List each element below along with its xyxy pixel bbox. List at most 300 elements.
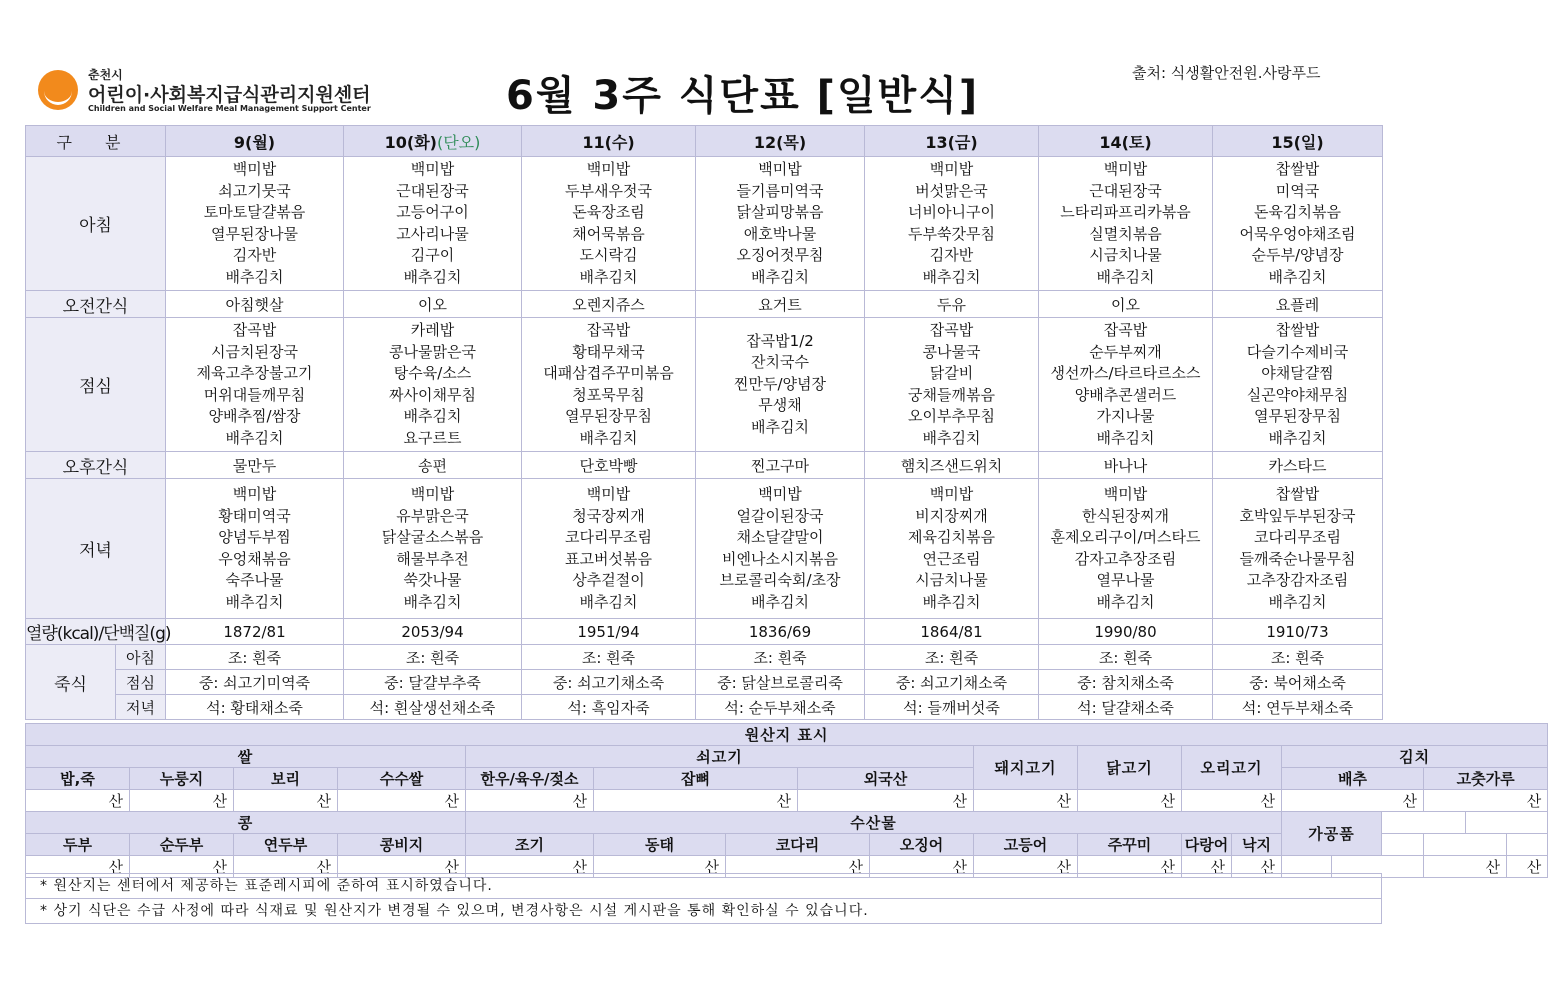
- dinner-cell: [522, 479, 696, 619]
- notes: [25, 873, 1382, 924]
- change-note: * 상기 식단은 수급 사정에 따라 식재료 및 원산지가 변경될 수 있으며, 변경사항은 시설 게시판을 통해 확인하실 수 있습니다.: [25, 899, 1382, 924]
- center-logo: [38, 66, 378, 118]
- origin-table: [25, 723, 1548, 878]
- am-snack-label: 오전간식: [26, 291, 166, 318]
- dish-item: 백미밥: [758, 485, 802, 503]
- beef-item: 한우/육우/젖소: [466, 768, 594, 790]
- pm-snack-cell: 단호박빵: [522, 452, 696, 479]
- breakfast-label: 아침: [26, 157, 166, 291]
- dish-item: 양배추콘샐러드: [1074, 385, 1177, 404]
- dish-item: 배추김치: [1268, 267, 1327, 286]
- dish-item: 오징어젓무침: [736, 246, 824, 264]
- dish-item: 비지장찌개: [915, 506, 988, 525]
- bean-item: 두부: [26, 834, 130, 856]
- dish-item: 황태무채국: [572, 342, 645, 361]
- dish-item: 고등어구이: [396, 203, 469, 221]
- origin-value: 산: [1282, 790, 1424, 812]
- am-snack-row: [26, 291, 1383, 318]
- dinner-cell: [1039, 479, 1213, 619]
- dish-item: 고사리나물: [396, 224, 469, 243]
- dish-item: 근대된장국: [1089, 181, 1162, 200]
- page-title: 6월 3주 식단표 [일반식]: [506, 73, 980, 119]
- logo-name: 어린이·사회복지급식관리지원센터: [88, 84, 371, 106]
- seafood-item: 주꾸미: [1078, 834, 1182, 856]
- dish-item: 한식된장찌개: [1082, 506, 1169, 525]
- dinner-row: [26, 479, 1383, 619]
- origin-note: * 원산지는 센터에서 제공하는 표준레시피에 준하여 표시하였습니다.: [25, 873, 1382, 899]
- dish-item: 닭갈비: [929, 364, 974, 382]
- dish-item: 배추김치: [1268, 592, 1327, 611]
- dish-item: 느타리파프리카볶음: [1060, 203, 1191, 221]
- porridge-cell: 조: 흰죽: [865, 645, 1039, 670]
- porridge-cell: 조: 흰죽: [522, 645, 696, 670]
- dish-item: 비엔나소시지볶음: [722, 549, 838, 568]
- am-snack-cell: 두유: [865, 291, 1039, 318]
- dish-item: 쇠고기뭇국: [218, 181, 291, 200]
- day-label: 13(금): [925, 132, 978, 152]
- dinner-cell: [865, 479, 1039, 619]
- dish-item: 순두부찌개: [1089, 342, 1162, 361]
- holiday-label: (단오): [436, 132, 481, 152]
- dish-item: 코다리무조림: [565, 528, 652, 546]
- day-label: 9(월): [233, 132, 276, 152]
- origin-value: 산: [1182, 856, 1232, 878]
- dish-item: 우엉채볶음: [218, 549, 291, 568]
- dish-item: 배추김치: [1096, 592, 1155, 611]
- dish-item: 잡곡밥: [929, 321, 974, 339]
- origin-value: 산: [1078, 790, 1182, 812]
- origin-value: 산: [234, 790, 338, 812]
- dish-item: 가지나물: [1096, 407, 1155, 425]
- dish-item: 요구르트: [403, 428, 462, 447]
- duck-label: 오리고기: [1182, 746, 1282, 790]
- dish-item: 배추김치: [579, 592, 638, 611]
- dish-item: 배추김치: [922, 592, 981, 611]
- dinner-label: 저녁: [26, 479, 166, 619]
- source-credit: 출처: 식생활안전원.사랑푸드: [1132, 64, 1321, 82]
- dish-item: 양배추찜/쌈장: [208, 407, 301, 425]
- origin-category-row: [26, 746, 1548, 768]
- page-header: [0, 0, 1403, 124]
- breakfast-cell: [1213, 157, 1383, 291]
- dish-item: 배추김치: [225, 267, 284, 286]
- dish-item: 백미밥: [232, 160, 277, 178]
- day-label: 10(화): [384, 132, 437, 152]
- pm-snack-row: [26, 452, 1383, 479]
- porridge-cell: 조: 흰죽: [1039, 645, 1213, 670]
- porridge-row: [26, 645, 1383, 670]
- origin-value: 산: [870, 856, 974, 878]
- dish-item: 감자고추장조림: [1074, 549, 1177, 568]
- origin-value: 산: [130, 856, 234, 878]
- dish-item: 닭살굴소스볶음: [381, 528, 484, 546]
- dish-item: 미역국: [1275, 181, 1320, 200]
- dish-item: 제육고추장불고기: [196, 364, 313, 382]
- day-header: [865, 126, 1039, 157]
- dish-item: 황태미역국: [218, 506, 291, 525]
- breakfast-cell: [865, 157, 1039, 291]
- dish-item: 청포묵무침: [572, 385, 645, 404]
- rice-item: 밥,죽: [26, 768, 130, 790]
- dish-item: 제육김치볶음: [908, 528, 995, 546]
- seafood-item: 다랑어: [1182, 834, 1232, 856]
- seafood-label: 수산물: [466, 812, 1282, 834]
- lunch-cell: [696, 318, 865, 452]
- origin-value: 산: [466, 856, 594, 878]
- dish-item: 시금치된장국: [211, 342, 298, 361]
- day-header: [1213, 126, 1383, 157]
- day-header: [696, 126, 865, 157]
- breakfast-cell: [522, 157, 696, 291]
- pork-label: 돼지고기: [974, 746, 1078, 790]
- porridge-cell: 석: 연두부채소죽: [1213, 695, 1383, 720]
- dish-item: 근대된장국: [396, 181, 469, 200]
- kimchi-label: 김치: [1282, 746, 1548, 768]
- dish-item: 실곤약야채무침: [1246, 385, 1349, 404]
- day-header: [344, 126, 522, 157]
- lunch-row: [26, 318, 1383, 452]
- pm-snack-cell: 찐고구마: [696, 452, 865, 479]
- seafood-item: 동태: [594, 834, 726, 856]
- breakfast-cell: [344, 157, 522, 291]
- origin-value: 산: [26, 790, 130, 812]
- seafood-item: 조기: [466, 834, 594, 856]
- pm-snack-cell: 카스타드: [1213, 452, 1383, 479]
- dish-item: 야채달걀찜: [1261, 364, 1334, 382]
- dish-item: 열무된장무침: [565, 407, 652, 425]
- blank-cell: [1382, 812, 1466, 834]
- kimchi-item: 배추: [1282, 768, 1424, 790]
- dish-item: 두부새우젓국: [565, 181, 652, 200]
- calorie-row: [26, 619, 1383, 645]
- origin-value: 산: [466, 790, 594, 812]
- day-label: 15(일): [1271, 132, 1324, 152]
- dish-item: 배추김치: [579, 267, 638, 286]
- origin-value: 산: [1078, 856, 1182, 878]
- am-snack-cell: 이오: [1039, 291, 1213, 318]
- dish-item: 오이부추무침: [908, 407, 995, 425]
- dish-item: 배추김치: [403, 592, 462, 611]
- dish-item: 어묵우엉야채조림: [1239, 224, 1356, 243]
- porridge-cell: 석: 흰살생선채소죽: [344, 695, 522, 720]
- porridge-cell: 조: 흰죽: [166, 645, 344, 670]
- smile-logo-icon: [38, 70, 78, 110]
- dish-item: 배추김치: [751, 592, 809, 611]
- calorie-cell: 1836/69: [696, 619, 865, 645]
- corner-label: 구 분: [26, 126, 166, 157]
- seafood-item: 오징어: [870, 834, 974, 856]
- dish-item: 청국장찌개: [572, 506, 645, 525]
- dish-item: 배추김치: [1268, 428, 1327, 447]
- dish-item: 백미밥: [410, 160, 455, 178]
- porridge-row: [26, 670, 1383, 695]
- origin-value: 산: [1424, 790, 1548, 812]
- porridge-cell: 조: 흰죽: [1213, 645, 1383, 670]
- calorie-cell: 1951/94: [522, 619, 696, 645]
- lunch-cell: [1213, 318, 1383, 452]
- dish-item: 너비아니구이: [908, 203, 995, 221]
- am-snack-cell: 오렌지쥬스: [522, 291, 696, 318]
- logo-city: 춘천시: [88, 68, 123, 82]
- dish-item: 백미밥: [586, 485, 631, 503]
- dish-item: 잡곡밥1/2: [746, 331, 814, 350]
- pm-snack-label: 오후간식: [26, 452, 166, 479]
- dish-item: 백미밥: [586, 160, 631, 178]
- dish-item: 채어묵볶음: [572, 224, 645, 243]
- dish-item: 머위대들깨무침: [203, 385, 306, 404]
- dish-item: 백미밥: [929, 160, 974, 178]
- calorie-cell: 1872/81: [166, 619, 344, 645]
- rice-item: 보리: [234, 768, 338, 790]
- day-header: [166, 126, 344, 157]
- lunch-cell: [166, 318, 344, 452]
- dish-item: 배추김치: [1096, 428, 1155, 447]
- dish-item: 얼갈이된장국: [736, 506, 824, 525]
- beef-item: 잡뼈: [594, 768, 798, 790]
- dish-item: 표고버섯볶음: [565, 549, 652, 568]
- day-label: 14(토): [1099, 132, 1152, 152]
- dish-item: 잡곡밥: [232, 321, 277, 339]
- lunch-cell: [1039, 318, 1213, 452]
- origin-value: 산: [594, 856, 726, 878]
- dish-item: 들깨죽순나물무침: [1239, 549, 1356, 568]
- porridge-meal-label: 저녁: [116, 695, 166, 720]
- dish-item: 백미밥: [758, 160, 802, 178]
- dish-item: 찐만두/양념장: [734, 374, 826, 393]
- am-snack-cell: 요거트: [696, 291, 865, 318]
- dinner-cell: [166, 479, 344, 619]
- dish-item: 브로콜리숙회/초장: [719, 571, 841, 589]
- dish-item: 토마토달걀볶음: [203, 203, 306, 221]
- dish-item: 배추김치: [225, 428, 284, 447]
- day-header: [522, 126, 696, 157]
- dish-item: 도시락김: [579, 246, 638, 264]
- dish-item: 배추김치: [403, 407, 462, 425]
- dish-item: 상추겉절이: [572, 571, 645, 589]
- porridge-meal-label: 아침: [116, 645, 166, 670]
- chicken-label: 닭고기: [1078, 746, 1182, 790]
- dish-item: 돈육장조림: [572, 203, 645, 221]
- origin-value: 산: [1182, 790, 1282, 812]
- porridge-cell: 중: 닭살브로콜리죽: [696, 670, 865, 695]
- dish-item: 유부맑은국: [396, 506, 469, 525]
- origin-subcategory-row: [26, 768, 1548, 790]
- origin-value: 산: [974, 790, 1078, 812]
- dish-item: 탕수육/소스: [393, 364, 472, 382]
- origin-value: 산: [130, 790, 234, 812]
- dish-item: 애호박나물: [743, 224, 817, 243]
- dish-item: 찹쌀밥: [1275, 160, 1320, 178]
- breakfast-cell: [166, 157, 344, 291]
- origin-value: 산: [338, 856, 466, 878]
- porridge-cell: 중: 달걀부추죽: [344, 670, 522, 695]
- dish-item: 배추김치: [1096, 267, 1155, 286]
- blank-cell: [1382, 834, 1424, 856]
- rice-label: 쌀: [26, 746, 466, 768]
- porridge-cell: 중: 참치채소죽: [1039, 670, 1213, 695]
- seafood-item: 코다리: [726, 834, 870, 856]
- porridge-cell: 조: 흰죽: [344, 645, 522, 670]
- dish-item: 고추장감자조림: [1246, 571, 1349, 589]
- origin-values-row: [26, 790, 1548, 812]
- dish-item: 배추김치: [403, 267, 462, 286]
- dish-item: 채소달걀말이: [736, 528, 824, 546]
- origin-value: 산: [726, 856, 870, 878]
- dish-item: 짜사이채무침: [389, 385, 476, 404]
- dish-item: 김자반: [929, 246, 974, 264]
- calorie-cell: 1990/80: [1039, 619, 1213, 645]
- porridge-label: 죽식: [26, 645, 116, 720]
- dish-item: 훈제오리구이/머스타드: [1050, 528, 1201, 546]
- blank-cell: [1466, 812, 1548, 834]
- calorie-label: 열량(kcal)/단백질(g): [26, 619, 166, 645]
- pm-snack-cell: 송편: [344, 452, 522, 479]
- bean-item: 순두부: [130, 834, 234, 856]
- seafood-item: 낙지: [1232, 834, 1282, 856]
- am-snack-cell: 아침햇살: [166, 291, 344, 318]
- dish-item: 대패삼겹주꾸미볶음: [543, 364, 674, 382]
- origin-category-row-2: [26, 812, 1548, 834]
- bean-item: 콩비지: [338, 834, 466, 856]
- dish-item: 백미밥: [1103, 485, 1148, 503]
- dish-item: 호박잎두부된장국: [1239, 506, 1356, 525]
- origin-title: 원산지 표시: [26, 724, 1548, 746]
- lunch-label: 점심: [26, 318, 166, 452]
- dish-item: 쑥갓나물: [403, 571, 462, 589]
- lunch-cell: [522, 318, 696, 452]
- dish-item: 코다리무조림: [1254, 528, 1341, 546]
- pm-snack-cell: 바나나: [1039, 452, 1213, 479]
- dish-item: 생선까스/타르타르소스: [1050, 364, 1201, 382]
- porridge-cell: 석: 황태채소죽: [166, 695, 344, 720]
- day-label: 12(목): [753, 132, 807, 152]
- dish-item: 배추김치: [225, 592, 284, 611]
- rice-item: 수수쌀: [338, 768, 466, 790]
- dish-item: 찹쌀밥: [1275, 321, 1320, 339]
- dish-item: 다슬기수제비국: [1246, 342, 1349, 361]
- day-header: [1039, 126, 1213, 157]
- origin-value: 산: [1232, 856, 1282, 878]
- processed-label: 가공품: [1282, 812, 1382, 856]
- dish-item: 배추김치: [922, 428, 981, 447]
- dish-item: 열무된장무침: [1254, 407, 1341, 425]
- porridge-cell: 석: 달걀채소죽: [1039, 695, 1213, 720]
- dish-item: 백미밥: [929, 485, 974, 503]
- dish-item: 버섯맑은국: [915, 181, 988, 200]
- porridge-row: [26, 695, 1383, 720]
- dish-item: 잡곡밥: [1103, 321, 1148, 339]
- porridge-meal-label: 점심: [116, 670, 166, 695]
- porridge-cell: 석: 순두부채소죽: [696, 695, 865, 720]
- am-snack-cell: 이오: [344, 291, 522, 318]
- am-snack-cell: 요플레: [1213, 291, 1383, 318]
- dish-item: 잡곡밥: [586, 321, 631, 339]
- dish-item: 들기름미역국: [736, 181, 824, 200]
- origin-title-row: [26, 724, 1548, 746]
- dish-item: 시금치나물: [915, 571, 988, 589]
- dinner-cell: [1213, 479, 1383, 619]
- porridge-cell: 중: 쇠고기미역죽: [166, 670, 344, 695]
- dish-item: 궁채들깨볶음: [908, 385, 995, 404]
- calorie-cell: 1864/81: [865, 619, 1039, 645]
- dish-item: 배추김치: [579, 428, 638, 447]
- dinner-cell: [344, 479, 522, 619]
- dish-item: 백미밥: [1103, 160, 1148, 178]
- breakfast-cell: [696, 157, 865, 291]
- blank-cell: [1507, 834, 1548, 856]
- dish-item: 배추김치: [751, 417, 809, 436]
- kimchi-item: 고춧가루: [1424, 768, 1548, 790]
- breakfast-row: [26, 157, 1383, 291]
- dish-item: 찹쌀밥: [1275, 485, 1320, 503]
- beef-label: 쇠고기: [466, 746, 974, 768]
- blank-cell: [1424, 834, 1507, 856]
- pm-snack-cell: 햄치즈샌드위치: [865, 452, 1039, 479]
- dish-item: 순두부/양념장: [1251, 246, 1344, 264]
- porridge-cell: 중: 쇠고기채소죽: [522, 670, 696, 695]
- lunch-cell: [865, 318, 1039, 452]
- dish-item: 잔치국수: [751, 353, 809, 372]
- menu-table: [25, 125, 1383, 720]
- dish-item: 무생채: [758, 396, 802, 415]
- origin-value: 산: [338, 790, 466, 812]
- dish-item: 해물부추전: [396, 549, 469, 568]
- origin-value: 산: [1424, 856, 1507, 878]
- dish-item: 배추김치: [922, 267, 981, 286]
- dinner-cell: [696, 479, 865, 619]
- dish-item: 카레밥: [410, 321, 455, 339]
- bean-item: 연두부: [234, 834, 338, 856]
- seafood-item: 고등어: [974, 834, 1078, 856]
- dish-item: 실멸치볶음: [1089, 224, 1162, 243]
- dish-item: 백미밥: [232, 485, 277, 503]
- origin-value: 산: [974, 856, 1078, 878]
- logo-english-name: Children and Social Welfare Meal Management Support Center: [88, 104, 371, 113]
- beef-item: 외국산: [798, 768, 974, 790]
- dish-item: 닭살피망볶음: [736, 203, 824, 221]
- porridge-cell: 석: 들깨버섯죽: [865, 695, 1039, 720]
- breakfast-cell: [1039, 157, 1213, 291]
- dish-item: 돈육김치볶음: [1254, 203, 1341, 221]
- dish-item: 시금치나물: [1089, 246, 1162, 264]
- origin-value: 산: [594, 790, 798, 812]
- porridge-cell: 석: 흑임자죽: [522, 695, 696, 720]
- dish-item: 콩나물국: [922, 342, 981, 361]
- pm-snack-cell: 물만두: [166, 452, 344, 479]
- dish-item: 배추김치: [751, 267, 809, 286]
- porridge-cell: 조: 흰죽: [696, 645, 865, 670]
- origin-value: 산: [1507, 856, 1548, 878]
- dish-item: 연근조림: [922, 549, 981, 568]
- dish-item: 숙주나물: [225, 571, 284, 589]
- day-header-row: [26, 126, 1383, 157]
- dish-item: 백미밥: [410, 485, 455, 503]
- calorie-cell: 2053/94: [344, 619, 522, 645]
- porridge-cell: 중: 북어채소죽: [1213, 670, 1383, 695]
- origin-value: 산: [234, 856, 338, 878]
- dish-item: 열무된장나물: [211, 224, 298, 243]
- dish-item: 두부쑥갓무침: [908, 224, 995, 243]
- calorie-cell: 1910/73: [1213, 619, 1383, 645]
- lunch-cell: [344, 318, 522, 452]
- dish-item: 김자반: [232, 246, 277, 264]
- dish-item: 열무나물: [1096, 571, 1155, 589]
- origin-value: 산: [26, 856, 130, 878]
- day-label: 11(수): [582, 132, 635, 152]
- rice-item: 누룽지: [130, 768, 234, 790]
- dish-item: 콩나물맑은국: [389, 342, 476, 361]
- porridge-cell: 중: 쇠고기채소죽: [865, 670, 1039, 695]
